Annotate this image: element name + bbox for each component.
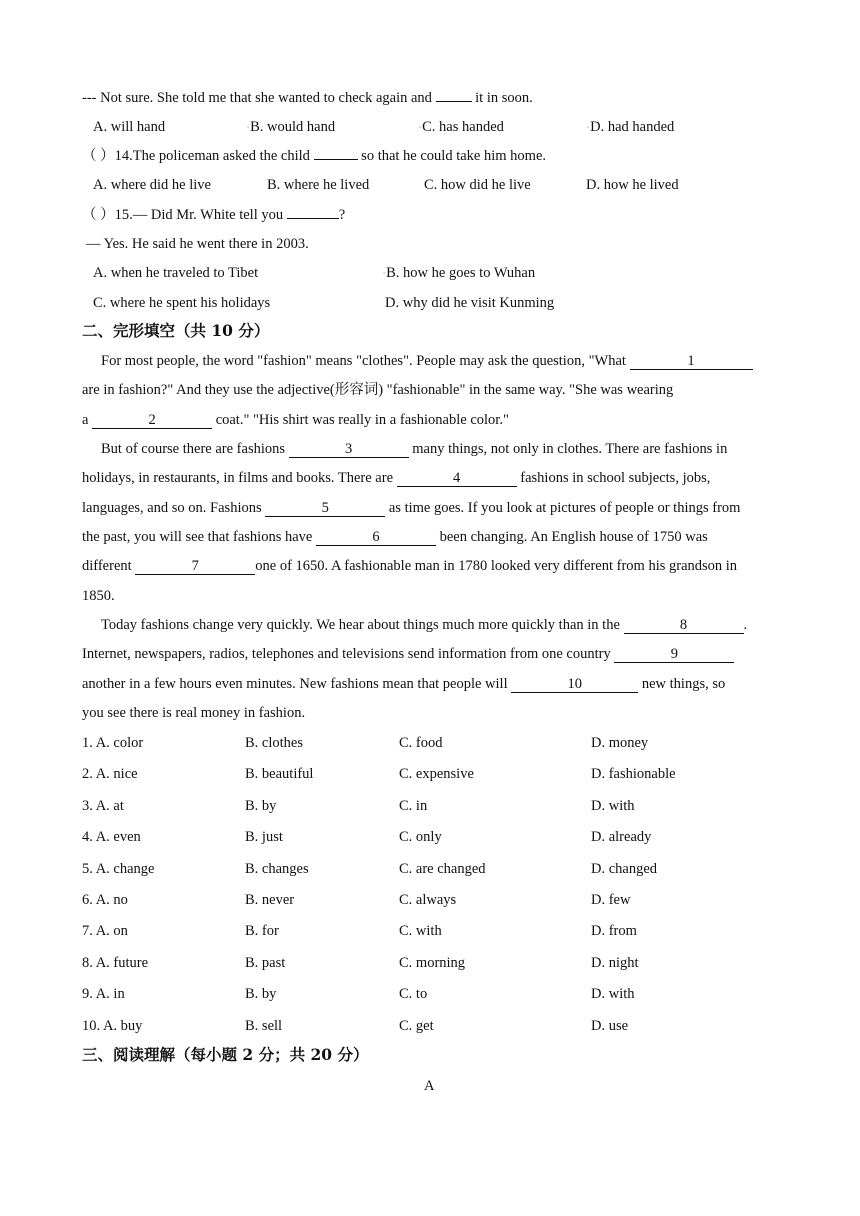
passage-label: A bbox=[424, 1078, 435, 1094]
passage-line: the past, you will see that fashions have 6 been changing. An English house of 1750 was bbox=[82, 529, 708, 545]
option-d: D. fashionable bbox=[591, 766, 676, 782]
option-a: A. will hand bbox=[93, 119, 166, 135]
passage-line: But of course there are fashions 3 many things, not only in clothes. There are fashions in bbox=[101, 441, 728, 457]
option-d: D. with bbox=[591, 986, 635, 1002]
passage-line: different 7 one of 1650. A fashionable man in 1780 looked very different from his grandson in bbox=[82, 558, 738, 574]
cloze-blank-5[interactable]: 5 bbox=[265, 500, 385, 517]
option-a: 5. A. change bbox=[82, 861, 155, 877]
passage-line: you see there is real money in fashion. bbox=[82, 705, 306, 721]
cloze-blank-9[interactable]: 9 bbox=[614, 646, 734, 663]
option-c: C. to bbox=[399, 986, 428, 1002]
option-b: B. for bbox=[245, 923, 279, 939]
passage-line: are in fashion?" And they use the adjective(形容词) "fashionable" in the same way. "She was wearing bbox=[82, 382, 674, 398]
question-14: （ ）14.The policeman asked the child so that he could take him home. bbox=[82, 148, 547, 164]
option-a: 4. A. even bbox=[82, 829, 141, 845]
option-d: D. why did he visit Kunming bbox=[385, 295, 555, 311]
cloze-blank-7[interactable]: 7 bbox=[135, 558, 255, 575]
option-a: 10. A. buy bbox=[82, 1018, 143, 1034]
option-c: C. food bbox=[399, 735, 443, 751]
option-d: D. from bbox=[591, 923, 637, 939]
option-a: 8. A. future bbox=[82, 955, 149, 971]
option-c: C. expensive bbox=[399, 766, 474, 782]
option-d: D. use bbox=[591, 1018, 629, 1034]
passage-line: 1850. bbox=[82, 588, 115, 604]
option-d: D. changed bbox=[591, 861, 658, 877]
option-b: B. past bbox=[245, 955, 286, 971]
option-a: 3. A. at bbox=[82, 798, 124, 814]
option-b: B. beautiful bbox=[245, 766, 314, 782]
option-d: D. night bbox=[591, 955, 639, 971]
option-b: B. where he lived bbox=[267, 177, 370, 193]
option-b: B. clothes bbox=[245, 735, 303, 751]
option-c: C. are changed bbox=[399, 861, 486, 877]
option-a: 1. A. color bbox=[82, 735, 144, 751]
passage-line: holidays, in restaurants, in films and books. There are 4 fashions in school subjects, jobs, bbox=[82, 470, 711, 486]
passage-line: a 2 coat." "His shirt was really in a fashionable color." bbox=[82, 412, 509, 428]
dialog-line: --- Not sure. She told me that she wanted to check again and it in soon. bbox=[82, 90, 533, 106]
cloze-blank-1[interactable]: 1 bbox=[630, 353, 753, 370]
answer-blank bbox=[287, 218, 339, 219]
answer-paren[interactable]: （ ） bbox=[82, 207, 115, 223]
option-b: B. by bbox=[245, 986, 277, 1002]
cloze-blank-10[interactable]: 10 bbox=[511, 676, 638, 693]
option-b: B. by bbox=[245, 798, 277, 814]
question-15: （ ）15.— Did Mr. White tell you ? bbox=[82, 207, 346, 223]
option-d: D. already bbox=[591, 829, 652, 845]
option-a: A. when he traveled to Tibet bbox=[93, 265, 259, 281]
cloze-blank-6[interactable]: 6 bbox=[316, 529, 436, 546]
option-b: B. changes bbox=[245, 861, 309, 877]
option-b: B. sell bbox=[245, 1018, 283, 1034]
option-d: D. how he lived bbox=[586, 177, 679, 193]
option-c: C. how did he live bbox=[424, 177, 531, 193]
cloze-blank-2[interactable]: 2 bbox=[92, 412, 212, 429]
option-a: 7. A. on bbox=[82, 923, 128, 939]
answer-blank bbox=[314, 159, 358, 160]
option-d: ▫D. had handed bbox=[587, 119, 675, 135]
passage-line: languages, and so on. Fashions 5 as time goes. If you look at pictures of people or things from bbox=[82, 500, 741, 516]
section-heading-reading: 三、阅读理解（每小题 2 分；共 20 分） bbox=[82, 1045, 369, 1064]
answer-paren[interactable]: （ ） bbox=[82, 148, 115, 164]
passage-line: Internet, newspapers, radios, telephones and televisions send information from one country 9 bbox=[82, 645, 734, 663]
option-a: 2. A. nice bbox=[82, 766, 138, 782]
option-c: ▫C. has handed bbox=[419, 119, 504, 135]
option-d: D. few bbox=[591, 892, 631, 908]
option-d: D. with bbox=[591, 798, 635, 814]
option-c: C. in bbox=[399, 798, 428, 814]
option-c: C. where he spent his holidays bbox=[93, 295, 271, 311]
passage-line: another in a few hours even minutes. New fashions mean that people will 10 new things, so bbox=[82, 676, 726, 692]
answer-blank[interactable] bbox=[436, 101, 472, 102]
option-b: B. never bbox=[245, 892, 295, 908]
option-b: B. just bbox=[245, 829, 283, 845]
cloze-blank-3[interactable]: 3 bbox=[289, 441, 409, 458]
answer-line: — Yes. He said he went there in 2003. bbox=[86, 236, 309, 252]
section-heading-cloze: 二、完形填空（共 10 分） bbox=[82, 321, 270, 340]
option-b: ▫B. would hand bbox=[247, 119, 336, 135]
cloze-blank-8[interactable]: 8 bbox=[624, 617, 744, 634]
passage-line: For most people, the word "fashion" means "clothes". People may ask the question, "What 1 bbox=[101, 352, 753, 370]
option-a: A. where did he live bbox=[93, 177, 211, 193]
option-a: 9. A. in bbox=[82, 986, 125, 1002]
option-a: 6. A. no bbox=[82, 892, 128, 908]
option-c: C. with bbox=[399, 923, 442, 939]
option-d: D. money bbox=[591, 735, 649, 751]
option-c: C. morning bbox=[399, 955, 466, 971]
option-c: C. only bbox=[399, 829, 442, 845]
option-c: C. get bbox=[399, 1018, 434, 1034]
passage-line: Today fashions change very quickly. We hear about things much more quickly than in the 8 . bbox=[101, 617, 748, 633]
option-b: ▫B. how he goes to Wuhan bbox=[383, 265, 536, 281]
cloze-blank-4[interactable]: 4 bbox=[397, 470, 517, 487]
option-c: C. always bbox=[399, 892, 457, 908]
